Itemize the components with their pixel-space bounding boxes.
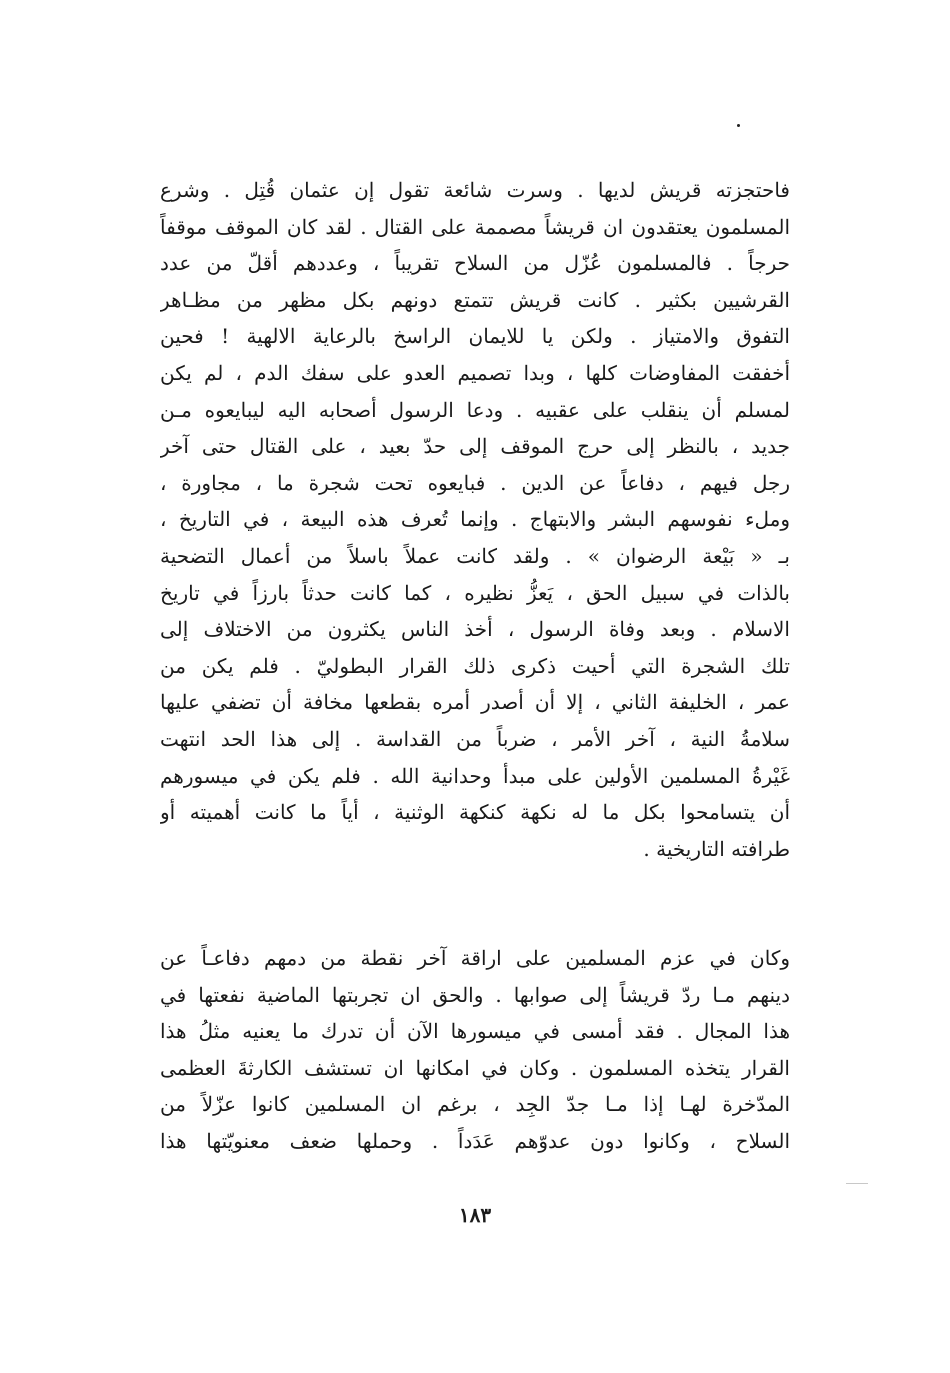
text-line: القرار يتخذه المسلمون . وكان في امكانها ان تستشف الكارثةَ العظمى bbox=[160, 1055, 790, 1080]
text-line: بالذات في سبيل الحق ، يَعزُّ نظيره ، كما كانت حدثاً بارزاً في تاريخ bbox=[160, 580, 790, 605]
paragraph-1 bbox=[160, 172, 790, 867]
text-line: غَيْرةُ المسلمين الأولين على مبدأ وحدانية الله . فلم يكن في ميسورهم bbox=[160, 763, 790, 788]
page-number: ١٨٣ bbox=[458, 1203, 492, 1227]
text-line: السلاح ، وكانوا دون عدوّهم عَدَداً . وحملها ضعف معنويّتها هذا bbox=[160, 1128, 790, 1153]
text-line: سلامةُ النية ، آخر الأمر ، ضرباً من القداسة . إلى هذا الحد انتهت bbox=[160, 726, 790, 751]
text-line: عمر ، الخليفة الثاني ، إلا أن أصدر أمره بقطعها مخافة أن تضفي عليها bbox=[160, 690, 790, 715]
text-line: تلك الشجرة التي أحيت ذكرى ذلك القرار البطوليّ . فلم يكن من bbox=[160, 653, 790, 678]
text-line: هذا المجال . فقد أمسى في ميسورها الآن أن تدرك ما يعنيه مثلُ هذا bbox=[160, 1019, 790, 1044]
text-line: رجل فيهم ، دفاعاً عن الدين . فبايعوه تحت شجرة ما ، مجاورة ، bbox=[160, 470, 790, 495]
text-line: أن يتسامحوا بكل ما له نكهة كنكهة الوثنية ، أياً ما كانت أهميته أو bbox=[160, 800, 790, 825]
text-line: القرشيين بكثير . كانت قريش تتمتع دونهم بكل مظهر من مظـاهر bbox=[160, 287, 790, 312]
ink-speck bbox=[737, 124, 740, 127]
text-line: بـ « بَيْعة الرضوان » . ولقد كانت عملاً باسلاً من أعمال التضحية bbox=[160, 543, 790, 568]
text-line: المسلمون يعتقدون ان قريشاً مصممة على القتال . لقد كان الموقف موقفاً bbox=[160, 214, 790, 239]
scan-edge-mark bbox=[846, 1183, 868, 1184]
text-line: طرافته التاريخية . bbox=[643, 836, 790, 861]
text-line: وكان في عزم المسلمين على اراقة آخر نقطة من دمهم دفاعـاً عن bbox=[160, 946, 790, 970]
paragraph-2 bbox=[160, 940, 790, 1160]
text-line: وملء نفوسهم البشر والابتهاج . وإنما تُعرف هذه البيعة ، في التاريخ ، bbox=[160, 507, 790, 532]
text-line: المدّخرة لهـا إذا مـا جدّ الجِد ، برغم ان المسلمين كانوا عزّلاً من bbox=[160, 1092, 790, 1117]
text-line: لمسلم أن ينقلب على عقبيه . ودعا الرسول أصحابه اليه ليبايعوه مـن bbox=[160, 397, 790, 422]
text-line: حرجاً . فالمسلمون عُزّل من السلاح تقريباً ، وعددهم أقلّ من عدد bbox=[160, 251, 790, 276]
text-line: التفوق والامتياز . ولكن يا للايمان الراسخ بالرعاية الالهية ! فحين bbox=[160, 324, 790, 349]
text-line: الاسلام . وبعد وفاة الرسول ، أخذ الناس يكثرون من الاختلاف إلى bbox=[160, 617, 790, 642]
text-line: أخفقت المفاوضات كلها ، وبدا تصميم العدو على سفك الدم ، لم يكن bbox=[160, 360, 790, 385]
text-line: فاحتجزته قريش لديها . وسرت شائعة تقول إن عثمان قُتِل . وشرع bbox=[160, 178, 790, 202]
text-line: جديد ، بالنظر إلى حرج الموقف إلى حدّ بعيد ، على القتال حتى آخر bbox=[160, 434, 790, 459]
text-line: دينهم مـا ردّ قريشاً إلى صوابها . والحق ان تجربتها الماضية نفعتها في bbox=[160, 982, 790, 1007]
